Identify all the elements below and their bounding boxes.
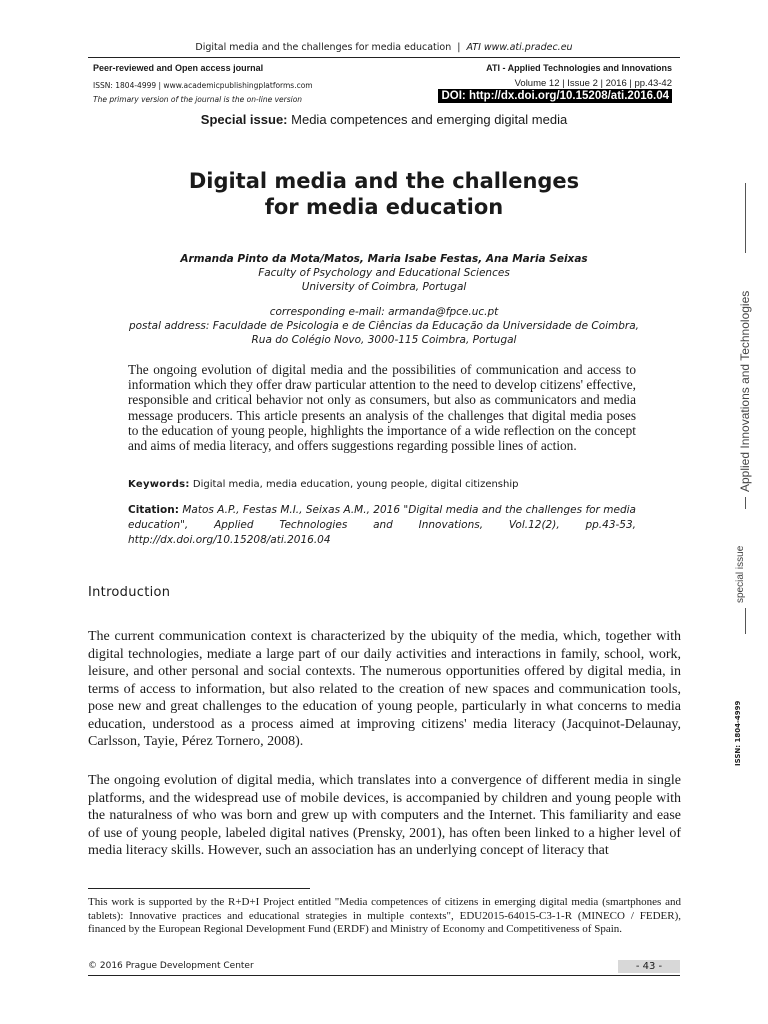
special-issue — [0, 112, 768, 127]
sidebar-special-issue: special issue — [735, 545, 746, 603]
abstract: The ongoing evolution of digital media and the possibilities of communication and access to information which they offer draw particular attention to the need to develop citizens' effective, responsible and critical behavior not only as consumers, but also as communicators and media message producers. This article presents an analysis of the challenges that digital media poses to the education of young people, highlights the importance of a wide reflection on the concept and aims of media literacy, and offers suggestions regarding possible lines of action. — [128, 362, 636, 454]
special-issue-label: Special issue: — [200, 112, 288, 127]
affiliation-faculty: Faculty of Psychology and Educational Sciences — [258, 267, 510, 279]
special-issue-text: Media competences and emerging digital media — [291, 112, 568, 127]
journal-name: ATI - Applied Technologies and Innovations — [486, 63, 672, 73]
paper-title — [100, 168, 668, 220]
authors: Armanda Pinto da Mota/Matos, Maria Isabe Festas, Ana Maria Seixas — [180, 253, 588, 265]
footnote-divider — [88, 888, 310, 889]
body-paragraph-2: The ongoing evolution of digital media, which translates into a convergence of different media in single platforms, and the widespread use of mobile devices, is accompanied by children and young people with the naturalness of who was born and grew up with computers and the Internet. This familiarity and ease of use of young people, labeled digital natives (Prensky, 2001), has often been linked to a higher level of media literacy skills. However, such an association has an underlying concept of literacy that — [88, 773, 681, 858]
sidebar-divider-middle — [745, 497, 746, 509]
corresponding-email[interactable]: corresponding e-mail: armanda@fpce.uc.pt — [269, 306, 499, 318]
sidebar-divider-bottom — [745, 608, 746, 634]
journal-doi[interactable]: DOI: http://dx.doi.org/10.15208/ati.2016.04 — [438, 89, 672, 103]
running-header — [0, 42, 768, 53]
journal-volume: Volume 12 | Issue 2 | 2016 | pp.43-42 — [514, 78, 672, 89]
running-header-site: ATI www.ati.pradec.eu — [466, 42, 573, 53]
running-header-title: Digital media and the challenges for media education — [195, 42, 452, 53]
sidebar-divider-top — [745, 183, 746, 253]
affiliation-university: University of Coimbra, Portugal — [301, 281, 467, 293]
running-header-separator: | — [457, 42, 461, 53]
postal-address-line-1: postal address: Faculdade de Psicologia e de Ciências da Educação da Universidade de Coimbra, — [128, 320, 640, 332]
citation-label: Citation: — [128, 504, 179, 516]
sidebar-issn: ISSN: 1804-4999 — [734, 700, 742, 766]
journal-type: Peer-reviewed and Open access journal — [93, 63, 264, 73]
citation-text: Matos A.P., Festas M.I., Seixas A.M., 2016 "Digital media and the challenges for media education", Applied Technologies and Innovations, Vol.12(2), pp.43-53, http://dx.doi.org/10.15208/ati.2016.04 — [128, 504, 636, 546]
journal-issn: ISSN: 1804-4999 | www.academicpublishingplatforms.com — [93, 81, 313, 90]
header-divider — [88, 57, 680, 58]
page-number: - 43 - — [618, 960, 680, 973]
paper-title-line-1: Digital media and the challenges — [188, 169, 580, 193]
body-paragraph-1: The current communication context is characterized by the ubiquity of the media, which, together with digital technologies, mediate a large part of our daily activities and interactions in family, school, work, leisure, and other personal and social contexts. The numerous opportunities offered by digital media, in terms of access to information, but also related to the creation of new spaces and communication tools, pose new and great challenges to the education of young people, particularly in what concerns to media education, understood as a process aimed at improving citizens' media literacy (Jacquinot-Delaunay, Carlsson, Tayie, Pérez Tornero, 2008). — [88, 629, 681, 749]
postal-address-line-2: Rua do Colégio Novo, 3000-115 Coimbra, Portugal — [251, 334, 517, 346]
footer-divider — [88, 975, 680, 976]
sidebar-journal-name: Applied Innovations and Technologies — [738, 290, 752, 492]
journal-version-note: The primary version of the journal is the on-line version — [93, 95, 303, 104]
keywords-label: Keywords: — [128, 479, 190, 490]
citation — [128, 503, 636, 548]
keywords-text: Digital media, media education, young people, digital citizenship — [192, 479, 519, 490]
section-heading-introduction: Introduction — [88, 585, 171, 600]
paper-title-line-2: for media education — [264, 195, 504, 219]
keywords — [128, 479, 636, 490]
footnote: This work is supported by the R+D+I Project entitled "Media competences of citizens in emerging digital media (smartphones and tablets): Innovative practices and educational strategies in multiple contexts", EDU2015-64015-C3-1-R (MINECO / FEDER), financed by the European Regional Development Fund (ERDF) and Ministry of Economy and Competitiveness of Spain. — [88, 896, 681, 935]
footer-copyright: © 2016 Prague Development Center — [88, 961, 254, 971]
